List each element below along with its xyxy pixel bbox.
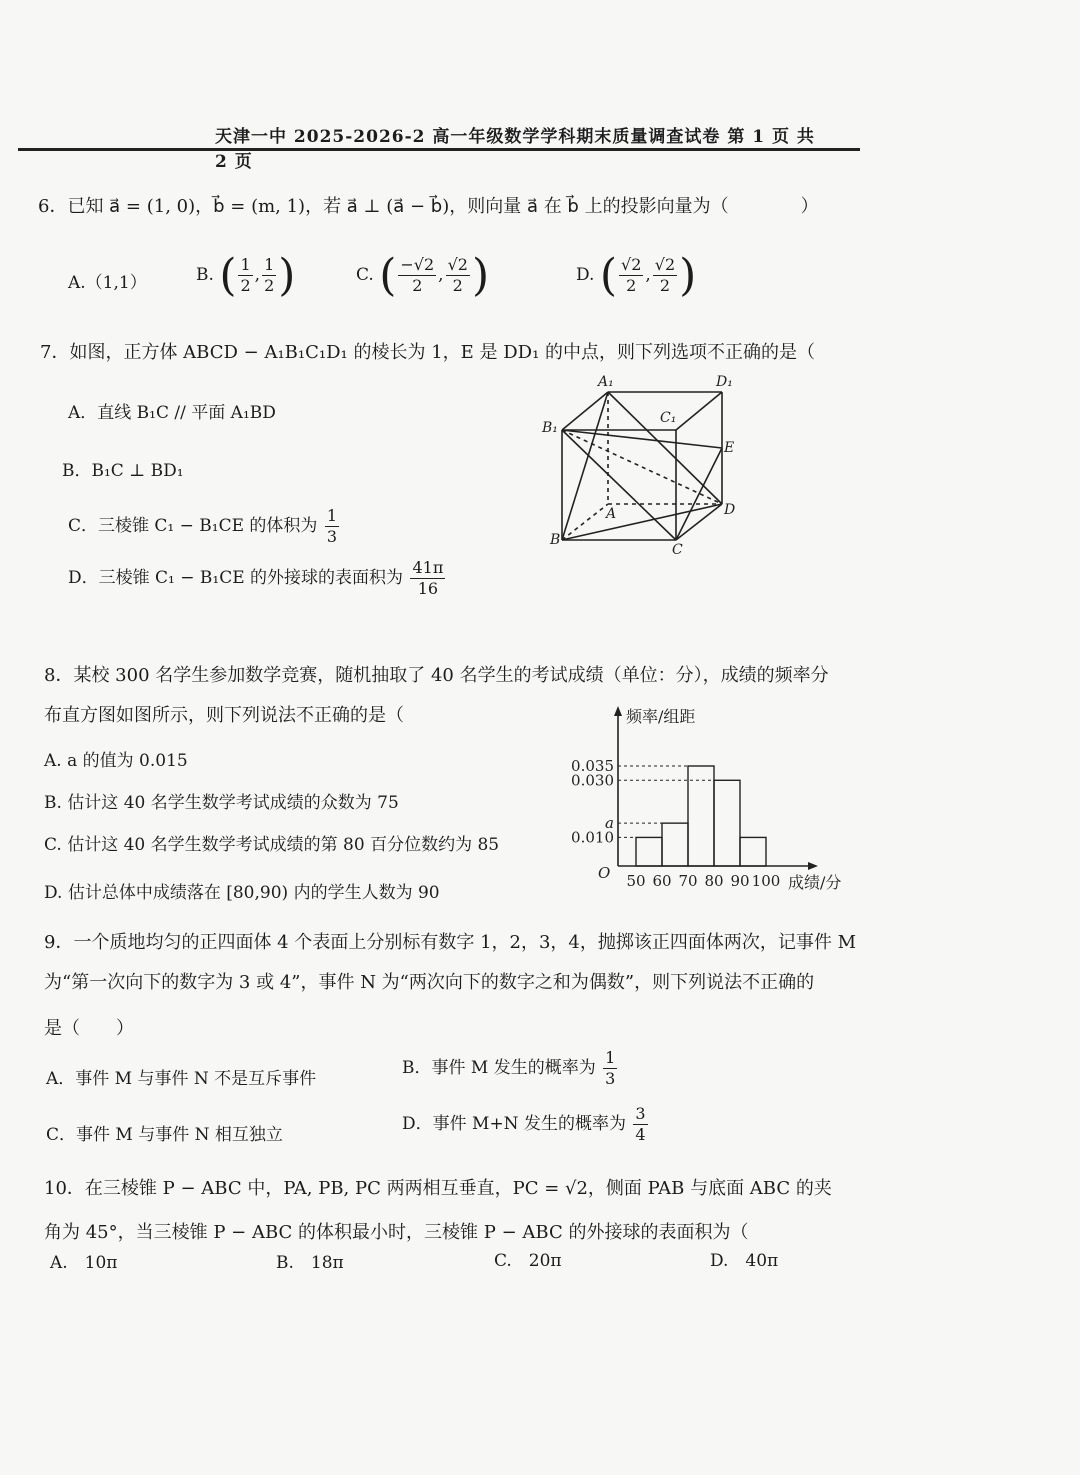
histogram-chart xyxy=(556,702,866,898)
x-tick-label: 60 xyxy=(652,872,672,890)
y-tick-label: a xyxy=(605,814,614,833)
x-tick-label: 70 xyxy=(678,872,698,890)
histogram-bar xyxy=(714,780,740,866)
q9-option-b: B．事件 M 发生的概率为 $\frac{1}{3}$ xyxy=(402,1048,616,1088)
y-tick-label: 0.010 xyxy=(571,828,614,847)
q10-option-b: B. 18π xyxy=(276,1253,344,1273)
histogram-bar xyxy=(636,837,662,866)
x-tick-label: 80 xyxy=(704,872,724,890)
q9-line2: 为“第一次向下的数字为 3 或 4”，事件 N 为“两次向下的数字之和为偶数”，则下列说法不正确的 xyxy=(44,972,815,993)
q8-option-b: B. 估计这 40 名学生数学考试成绩的众数为 75 xyxy=(44,793,399,813)
x-tick-label: 50 xyxy=(626,872,646,890)
cube-label-e: E xyxy=(724,440,735,456)
x-tick-label: 100 xyxy=(751,872,781,890)
page-header: 天津一中 2025-2026-2 高一年级数学学科期末质量调查试卷 第 1 页 共 2 页 xyxy=(215,127,815,172)
q9-option-a: A．事件 M 与事件 N 不是互斥事件 xyxy=(46,1069,317,1089)
header-rule xyxy=(18,148,860,151)
q9-option-d: D．事件 M+N 发生的概率为 $\frac{3}{4}$ xyxy=(402,1104,646,1144)
cube-label-c: C xyxy=(672,542,683,558)
y-axis-title: 频率/组距 xyxy=(626,707,696,726)
y-axis-arrow xyxy=(614,706,622,716)
q7-option-c: C．三棱锥 C₁ − B₁CE 的体积为 $\frac{1}{3}$ xyxy=(68,506,338,546)
cube-label-c1: C₁ xyxy=(660,410,677,426)
cube-label-d1: D₁ xyxy=(716,374,733,390)
y-tick-label: 0.030 xyxy=(571,771,614,790)
q7-option-a: A．直线 B₁C // 平面 A₁BD xyxy=(68,403,276,423)
histogram-bar xyxy=(688,766,714,866)
cube-figure xyxy=(540,372,790,562)
q9-line3: 是（ ） xyxy=(44,1018,134,1039)
cube-label-b: B xyxy=(550,532,561,548)
origin-label: O xyxy=(598,864,611,882)
q9-option-c: C．事件 M 与事件 N 相互独立 xyxy=(46,1125,283,1145)
cube-label-d: D xyxy=(724,502,736,518)
q10-option-a: A. 10π xyxy=(50,1253,118,1273)
q10-option-c: C. 20π xyxy=(494,1251,562,1271)
histogram-bar xyxy=(662,823,688,866)
x-tick-label: 90 xyxy=(730,872,750,890)
q6-option-d: D. ( $\frac{√2}{2}$ , $\frac{√2}{2}$ ) xyxy=(576,250,697,301)
cube-label-a: A xyxy=(606,506,617,522)
histogram-bar xyxy=(740,837,766,866)
x-axis-title: 成绩/分 xyxy=(788,873,842,892)
q6-option-b: B. ( $\frac{1}{2}$ , $\frac{1}{2}$ ) xyxy=(196,250,296,301)
y-tick-label: 0.035 xyxy=(571,757,614,775)
q7-stem: 7．如图，正方体 ABCD − A₁B₁C₁D₁ 的棱长为 1，E 是 DD₁ 的中点，则下列选项不正确的是（ xyxy=(40,342,816,363)
q10-line2: 角为 45°，当三棱锥 P − ABC 的体积最小时，三棱锥 P − ABC 的外接球的表面积为（ xyxy=(44,1222,749,1243)
q8-line1: 8．某校 300 名学生参加数学竞赛，随机抽取了 40 名学生的考试成绩（单位：分），成绩的频率分 xyxy=(44,665,829,686)
q6-option-c: C. ( $\frac{-√2}{2}$ , $\frac{√2}{2}$ ) xyxy=(356,250,490,301)
cube-label-a1: A₁ xyxy=(598,374,614,390)
q7-option-d: D．三棱锥 C₁ − B₁CE 的外接球的表面积为 $\frac{41\pi}{16}$ xyxy=(68,558,444,598)
x-axis-arrow xyxy=(808,862,818,870)
q10-option-d: D. 40π xyxy=(710,1251,779,1271)
q7-option-b: B．B₁C ⊥ BD₁ xyxy=(62,461,184,481)
q9-line1: 9．一个质地均匀的正四面体 4 个表面上分别标有数字 1，2，3，4，抛掷该正四面体两次，记事件 M xyxy=(44,932,857,953)
q8-option-a: A. a 的值为 0.015 xyxy=(44,751,188,771)
q6-stem: 6．已知 a⃗ = (1, 0)，b⃗ = (m, 1)，若 a⃗ ⊥ (a⃗ − b⃗)，则向量 a⃗ 在 b⃗ 上的投影向量为（ ） xyxy=(38,196,819,217)
q8-option-c: C. 估计这 40 名学生数学考试成绩的第 80 百分位数约为 85 xyxy=(44,835,500,855)
cube-label-b1: B₁ xyxy=(542,420,558,436)
q6-option-a: A.（1,1） xyxy=(68,273,147,293)
q8-option-d: D. 估计总体中成绩落在 [80,90) 内的学生人数为 90 xyxy=(44,883,440,903)
q8-line2: 布直方图如图所示，则下列说法不正确的是（ xyxy=(44,705,404,726)
q10-line1: 10．在三棱锥 P − ABC 中，PA, PB, PC 两两相互垂直，PC = √2，侧面 PAB 与底面 ABC 的夹 xyxy=(44,1178,832,1199)
